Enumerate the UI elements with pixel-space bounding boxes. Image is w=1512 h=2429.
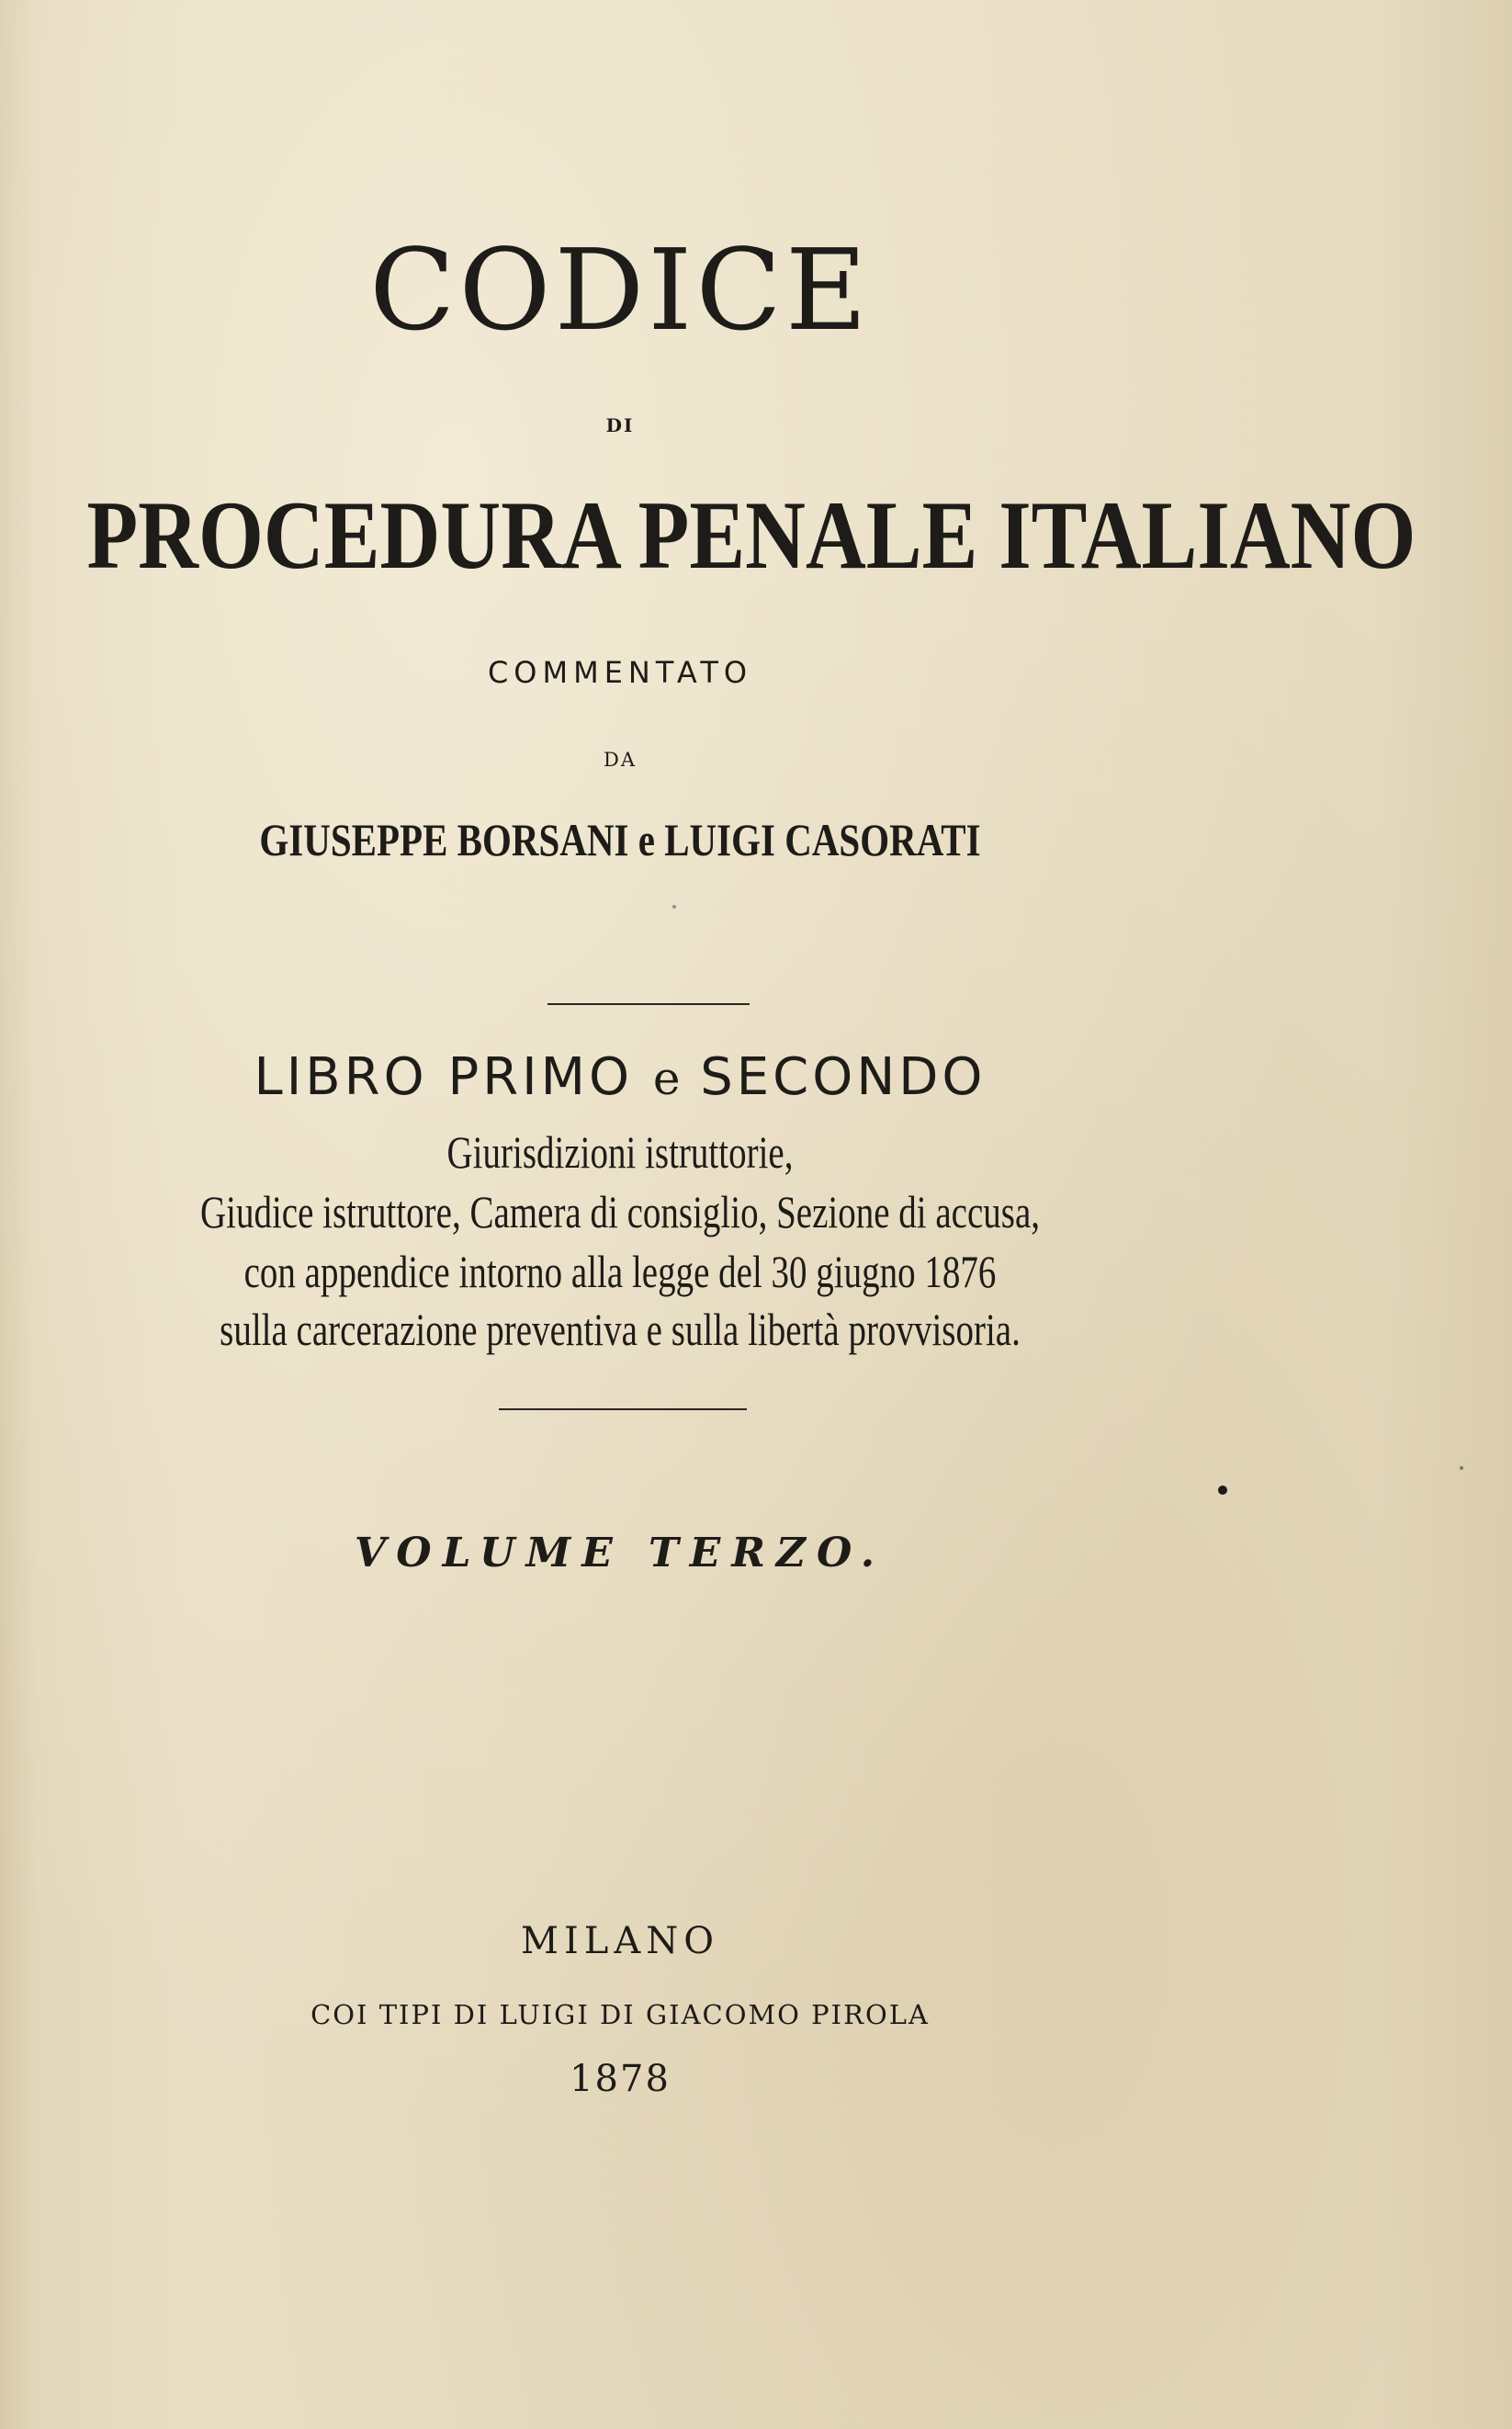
book-parts — [0, 1047, 1240, 1107]
title-connector: DI — [605, 414, 635, 436]
book-parts-first: LIBRO PRIMO — [254, 1047, 653, 1107]
divider-top — [547, 1003, 750, 1005]
book-parts-second: SECONDO — [680, 1047, 987, 1107]
subtitle: PROCEDURA PENALE ITALIANO — [86, 481, 1416, 589]
by-label: DA — [603, 749, 637, 771]
book-parts-conjunction: e — [652, 1052, 681, 1105]
ink-speck — [672, 905, 676, 909]
title: CODICE — [369, 225, 871, 356]
description-line: Giudice istruttore, Camera di consiglio, Sezione di accusa, — [199, 1186, 1041, 1237]
imprint-city: MILANO — [521, 1920, 719, 1962]
commented-label: COMMENTATO — [487, 655, 753, 690]
volume-label: VOLUME TERZO. — [354, 1530, 886, 1576]
ink-speck — [1218, 1486, 1227, 1495]
authors: GIUSEPPE BORSANI e LUIGI CASORATI — [259, 814, 981, 865]
description-line: con appendice intorno alla legge del 30 giugno 1876 — [243, 1246, 997, 1297]
ink-speck — [1460, 1466, 1463, 1470]
description-line: sulla carcerazione preventiva e sulla libertà provvisoria. — [220, 1304, 1021, 1355]
imprint-year: 1878 — [570, 2058, 671, 2100]
divider-bottom — [499, 1408, 747, 1410]
imprint-printer: COI TIPI DI LUIGI DI GIACOMO PIROLA — [310, 1999, 930, 2030]
description-line: Giurisdizioni istruttorie, — [446, 1126, 794, 1178]
